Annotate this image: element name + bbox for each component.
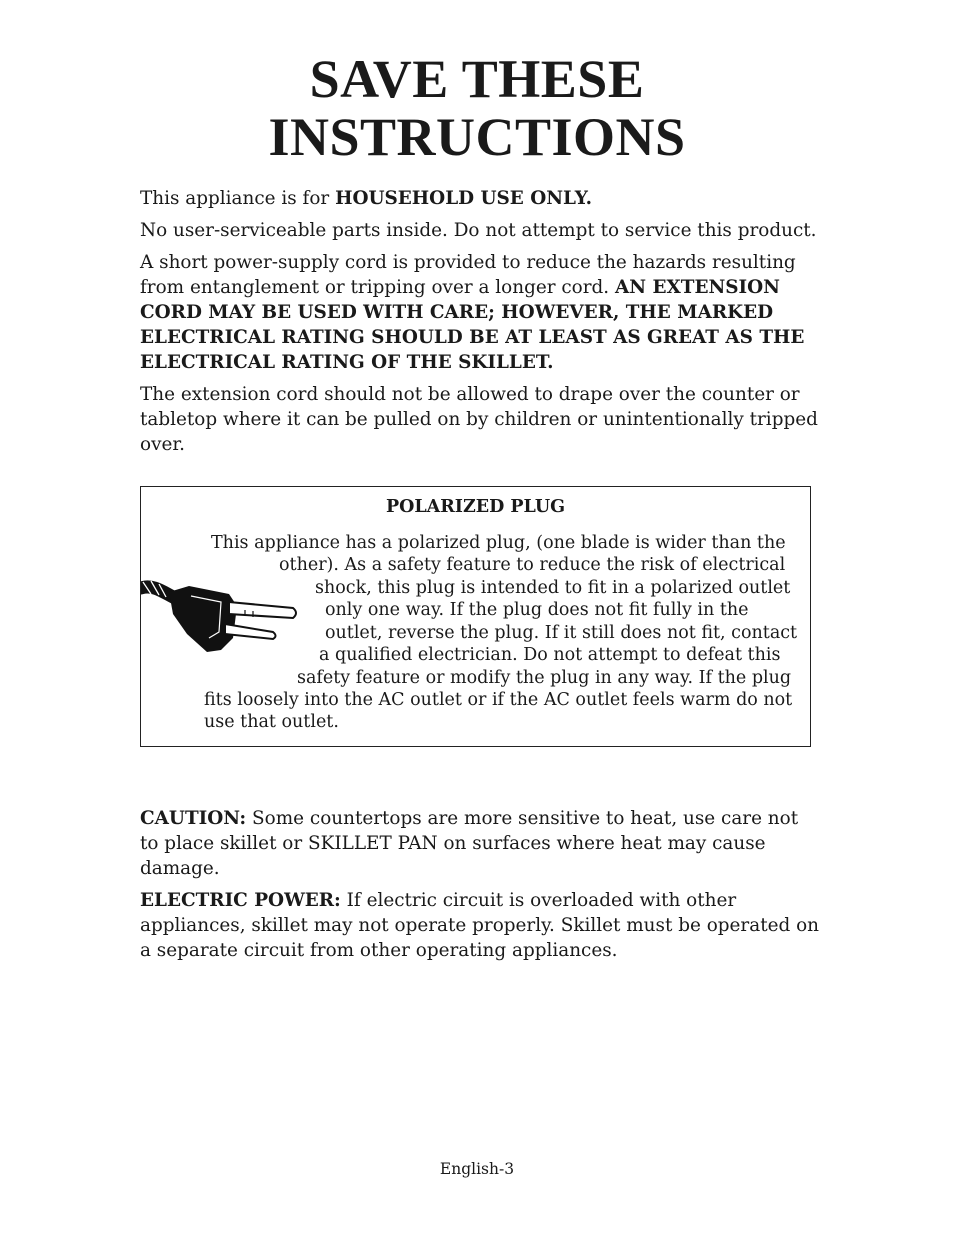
title-line-2: INSTRUCTIONS xyxy=(268,107,686,167)
household-use-bold: HOUSEHOLD USE ONLY. xyxy=(335,188,592,209)
plug-text-line: shock, this plug is intended to fit in a polarized outlet xyxy=(315,578,791,598)
caution-section xyxy=(140,806,820,970)
plug-text-line: safety feature or modify the plug in any way. If the plug xyxy=(297,668,792,688)
polarized-plug-heading: POLARIZED PLUG xyxy=(385,497,566,517)
caution-paragraph xyxy=(140,806,820,881)
plug-text-line: fits loosely into the AC outlet or if the AC outlet feels warm do not xyxy=(204,690,793,710)
plug-text-line: only one way. If the plug does not fit fully in the xyxy=(325,600,749,620)
page-title xyxy=(0,50,954,166)
cord-paragraph xyxy=(140,250,820,375)
household-use-text: This appliance is for xyxy=(140,188,336,209)
caution-label: CAUTION: xyxy=(140,808,247,829)
household-use-paragraph xyxy=(140,186,820,211)
plug-text-line: use that outlet. xyxy=(204,712,339,732)
plug-text-line: other). As a safety feature to reduce the risk of electrical xyxy=(279,555,786,575)
plug-text-line: outlet, reverse the plug. If it still does not fit, contact xyxy=(325,623,798,643)
service-paragraph: No user-serviceable parts inside. Do not attempt to service this product. xyxy=(140,220,817,241)
plug-text-line: a qualified electrician. Do not attempt to defeat this xyxy=(319,645,781,665)
caution-text: Some countertops are more sensitive to heat, use care not to place skillet or SKILLET PAN on surfaces where heat may cause damage. xyxy=(140,808,799,879)
plug-text-line: This appliance has a polarized plug, (one blade is wider than the xyxy=(211,533,786,553)
polarized-plug-icon xyxy=(141,572,309,668)
title-line-1: SAVE THESE xyxy=(309,49,645,109)
extension-cord-paragraph: The extension cord should not be allowed to drape over the counter or tabletop where it can be pulled on by children or unintentionally tripped over. xyxy=(140,384,818,455)
page-number: English-3 xyxy=(439,1160,515,1178)
extension-cord-warning: AN EXTENSION CORD MAY BE USED WITH CARE; HOWEVER, THE MARKED ELECTRICAL RATING SHOULD BE AT LEAST AS GREAT AS THE ELECTRICAL RATING OF THE SKILLET. xyxy=(140,277,805,373)
electric-power-paragraph xyxy=(140,888,820,963)
polarized-plug-box xyxy=(140,486,811,747)
electric-power-text: If electric circuit is overloaded with other appliances, skillet may not operate properly. Skillet must be operated on a separate circuit from other operating appliances. xyxy=(140,890,819,961)
electric-power-label: ELECTRIC POWER: xyxy=(140,890,341,911)
intro-section xyxy=(140,186,820,464)
cord-text: A short power-supply cord is provided to reduce the hazards resulting from entanglement or tripping over a longer cord. xyxy=(140,252,796,298)
